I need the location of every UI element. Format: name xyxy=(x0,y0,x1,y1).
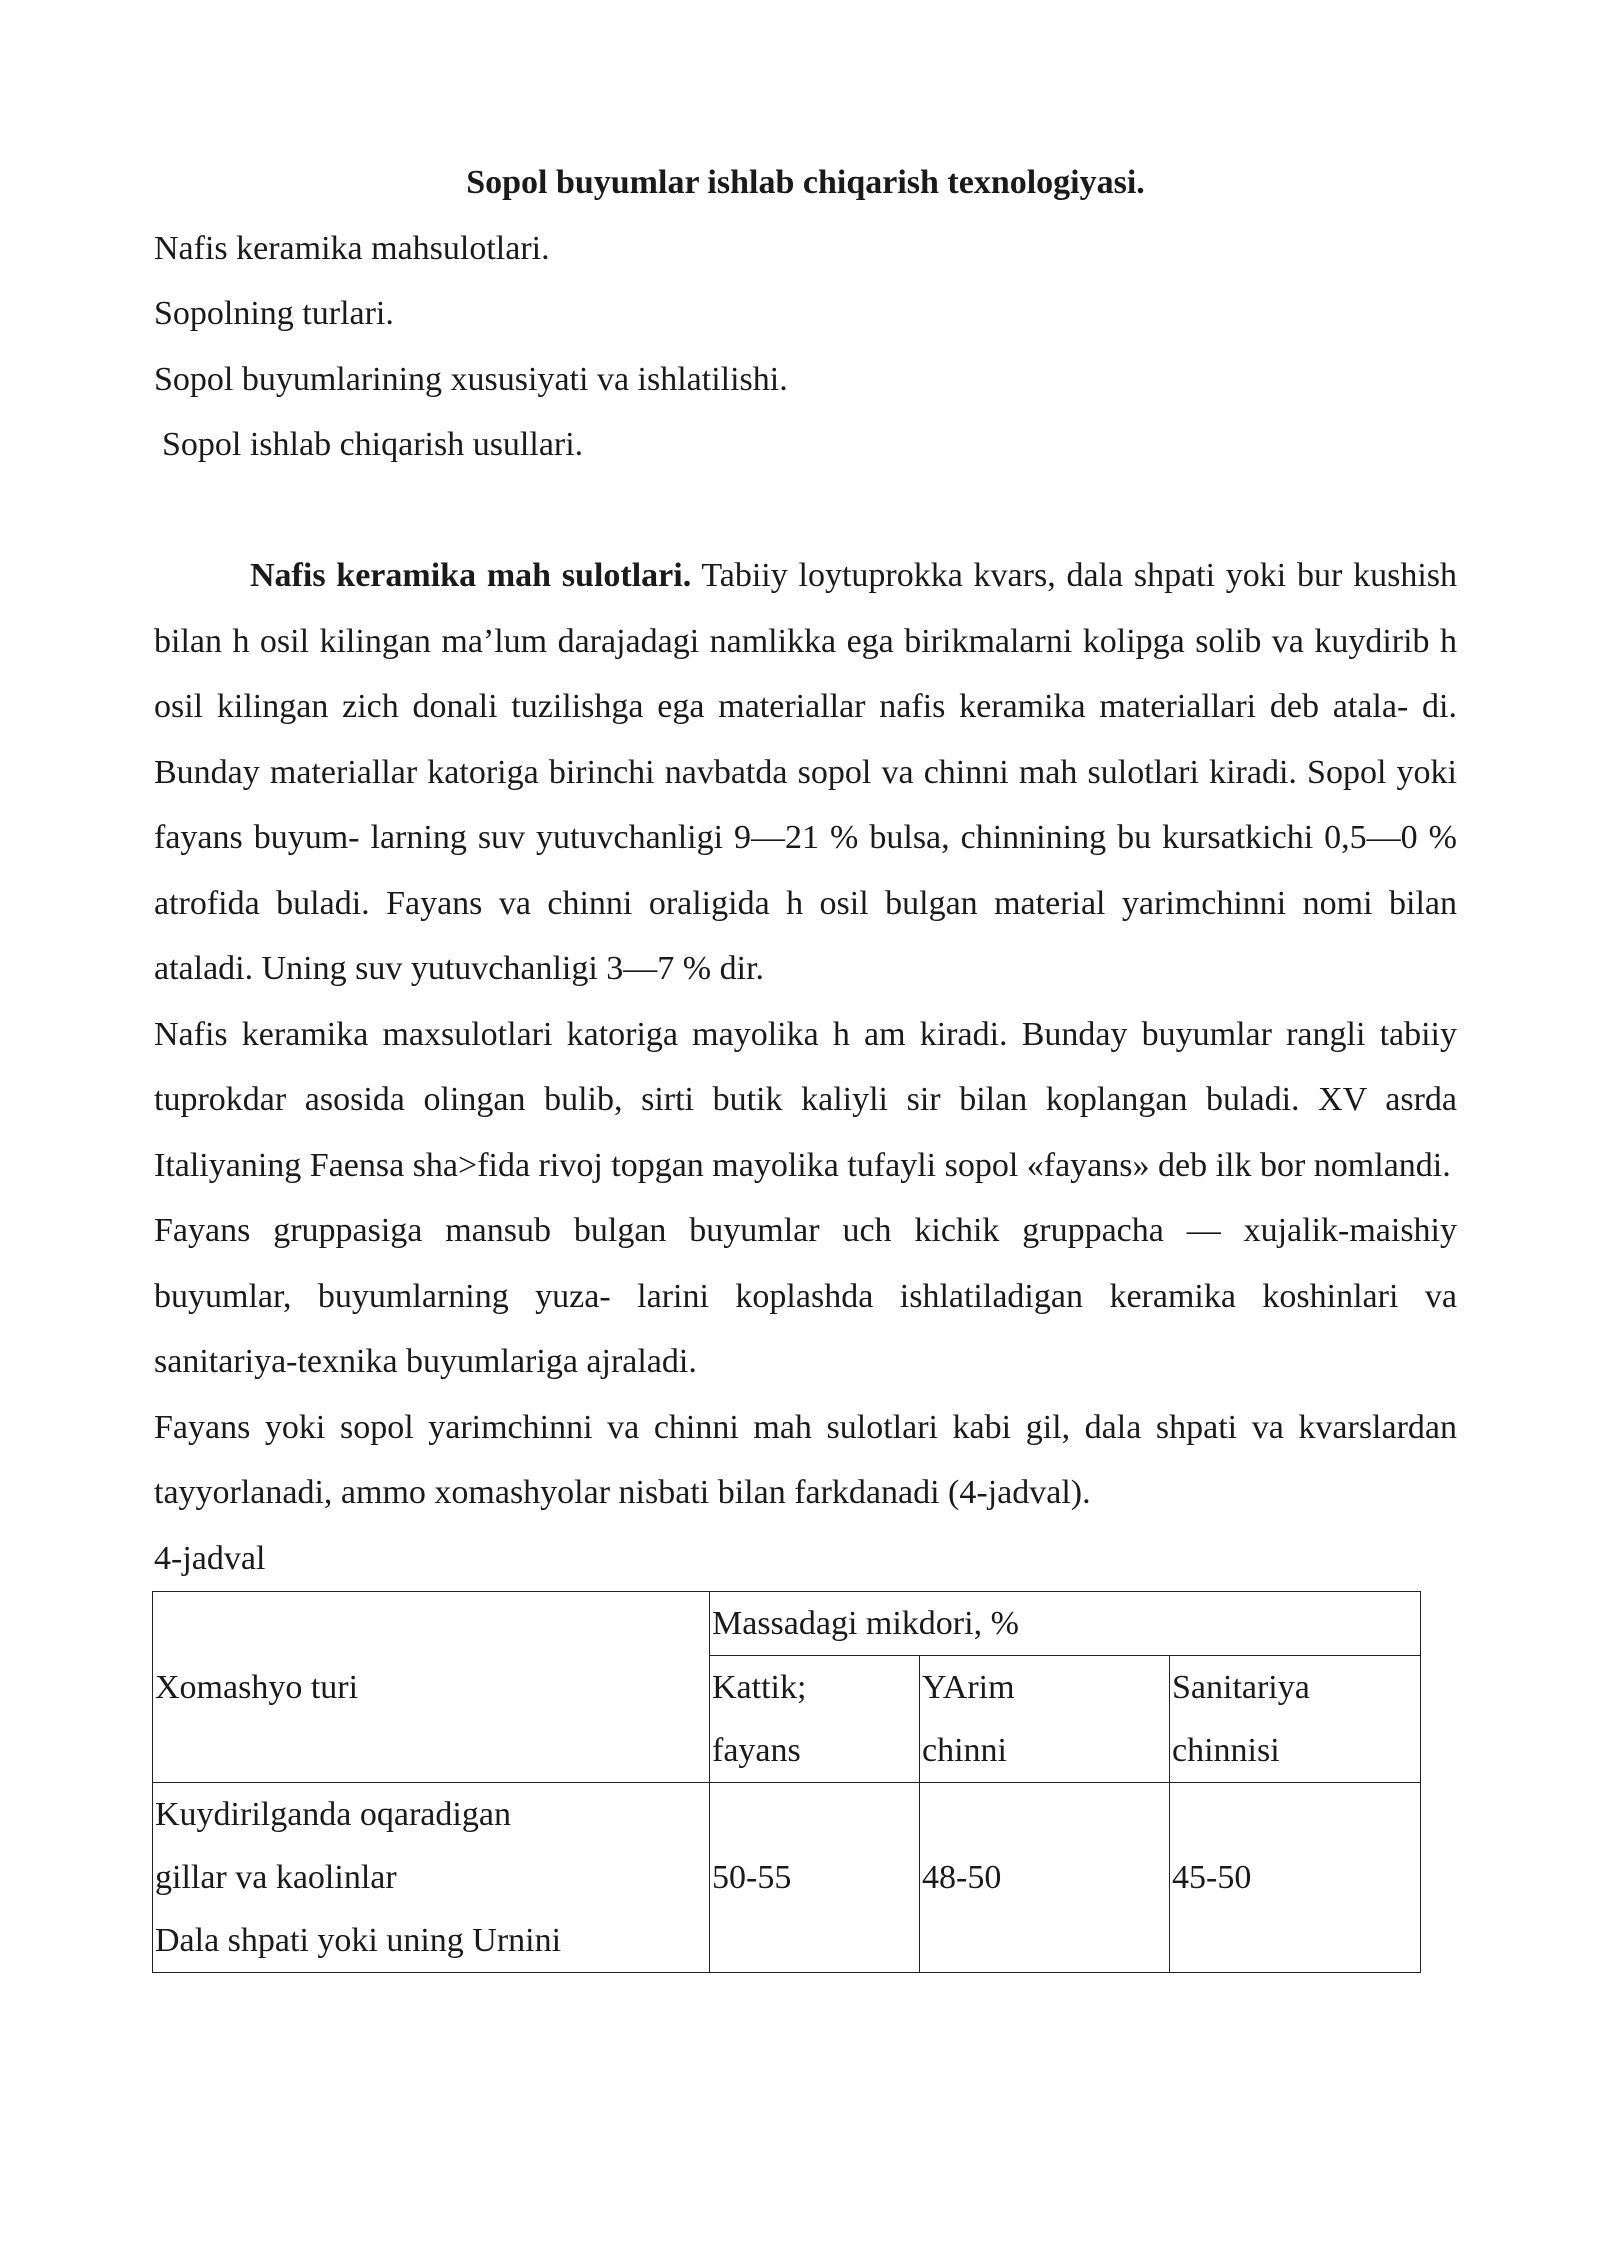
toc-item: Nafis keramika mahsulotlari. xyxy=(154,229,550,267)
toc-item: Sopol buyumlarining xususiyati va ishlatilishi. xyxy=(154,360,788,398)
body-paragraph: Fayans gruppasiga mansub bulgan buyumlar uch kichik gruppacha — xujalik-maishiy buyumlar, buyumlarning yuza- larini koplashda ishlatiladigan keramika koshinlari va sanitariya-texnika buyumlariga ajraladi. xyxy=(154,1212,1457,1380)
section-heading: Nafis keramika mah sulotlari. xyxy=(250,557,692,594)
material-cell: Kuydirilganda oqaradigan gillar va kaolinlar Dala shpati yoki uning Urnini xyxy=(153,1783,710,1973)
value-cell: 50-55 xyxy=(710,1783,920,1973)
value-cell: 45-50 xyxy=(1170,1783,1421,1973)
body-paragraph: Fayans yoki sopol yarimchinni va chinni mah sulotlari kabi gil, dala shpati va kvarslardan tayyorlanadi, ammo xomashyolar nisbati bilan farkdanadi (4-jadval). xyxy=(154,1408,1457,1511)
toc-item: Sopolning turlari. xyxy=(154,295,394,332)
table-header-row xyxy=(153,1592,1421,1656)
blank-line xyxy=(154,478,1457,544)
body-paragraph xyxy=(154,543,1457,1002)
toc-item: Sopol ishlab chiqarish usullari. xyxy=(162,426,584,463)
header-material-type: Xomashyo turi xyxy=(153,1592,710,1783)
document-page xyxy=(154,150,1457,1959)
subheader-sanitary-porcelain: Sanitariya chinnisi xyxy=(1170,1656,1421,1783)
composition-table xyxy=(152,1591,1421,1973)
body-paragraph: Nafis keramika maxsulotlari katoriga mayolika h am kiradi. Bunday buyumlar rangli tabiiy tuprokdar asosida olingan bulib, sirti butik kaliyli sir bilan koplangan buladi. XV asrda Italiyaning Faensa sha>fida rivoj topgan mayolika tufayli sopol «fayans» deb ilk bor nomlandi. xyxy=(154,1015,1457,1184)
paragraph-text: Tabiiy loytuprokka kvars, dala shpati yoki bur kushish bilan h osil kilingan ma’lum darajadagi namlikka ega birikmalarni kolipga solib va kuydirib h osil kilingan zich donali tuzilishga ega materiallar nafis keramika materiallari deb atala- di. Bunday materiallar katoriga birinchi navbatda sopol va chinni mah sulotlari kiradi. Sopol yoki fayans buyum- larning suv yutuvchanligi 9—21 % bulsa, chinnining bu kursatkichi 0,5—0 % atrofida buladi. Fayans va chinni oraligida h osil bulgan material yarimchinni nomi bilan ataladi. Uning suv yutuvchanligi 3—7 % dir. xyxy=(154,557,1457,987)
subheader-semi-porcelain: YArim chinni xyxy=(920,1656,1170,1783)
subheader-hard-faience: Kattik; fayans xyxy=(710,1656,920,1783)
table-row xyxy=(153,1783,1421,1973)
header-mass-content: Massadagi mikdori, % xyxy=(710,1592,1421,1656)
value-cell: 48-50 xyxy=(920,1783,1170,1973)
document-title: Sopol buyumlar ishlab chiqarish texnologiyasi. xyxy=(466,164,1145,201)
table-caption: 4-jadval xyxy=(154,1539,266,1577)
